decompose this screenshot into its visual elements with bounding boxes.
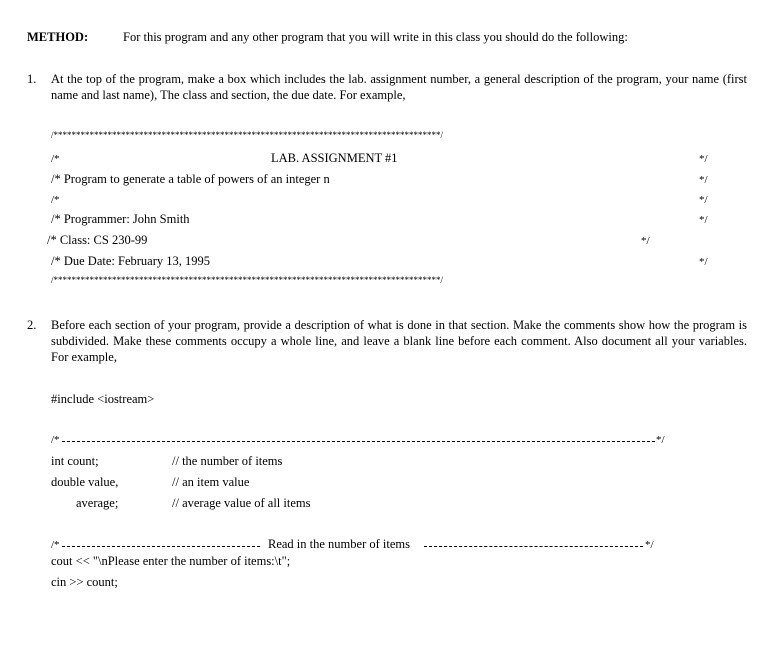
box-open-3: /* [51, 194, 60, 206]
box-close-2: */ [699, 174, 708, 186]
item1-text: At the top of the program, make a box which includes the lab. assignment number, a general description of the program, your name (first name and last name), The class and section, the due date. For example, [51, 72, 747, 102]
code-cin: cin >> count; [51, 575, 118, 589]
var-comment-count: // the number of items [172, 454, 283, 468]
method-text: For this program and any other program that you will write in this class you should do the following: [123, 30, 628, 44]
var-decl-count: int count; [51, 454, 99, 468]
var-decl-average: average; [76, 496, 119, 510]
box-open-1: /* [51, 153, 60, 165]
box-class: /* Class: CS 230-99 [47, 233, 148, 247]
section-comment-open: /* [51, 539, 60, 551]
divider-close: */ [656, 434, 665, 446]
section-comment-text: Read in the number of items [268, 537, 410, 551]
item2-text: Before each section of your program, provide a description of what is done in that section. Make the comments show how the program is subdivided. Make these comments occupy a whole line, and leave a blank line before each comment. Also document all your variables. For example, [51, 318, 747, 364]
section-comment-close: */ [645, 539, 654, 551]
box-close-1: */ [699, 153, 708, 165]
box-close-4: */ [699, 214, 708, 226]
divider-open: /* [51, 434, 60, 446]
section-comment-rule-left [62, 546, 260, 547]
code-cout: cout << "\nPlease enter the number of items:\t"; [51, 554, 291, 568]
box-title: LAB. ASSIGNMENT #1 [271, 151, 398, 165]
box-bottom-border: /**************************************************************************************/ [51, 275, 444, 285]
item2-number: 2. [27, 318, 37, 332]
item1-number: 1. [27, 72, 37, 86]
box-description: /* Program to generate a table of powers of an integer n [51, 172, 330, 186]
box-close-6: */ [699, 256, 708, 268]
var-comment-value: // an item value [172, 475, 250, 489]
box-close-3: */ [699, 194, 708, 206]
code-include: #include <iostream> [51, 392, 155, 406]
method-label: METHOD: [27, 30, 89, 44]
box-due-date: /* Due Date: February 13, 1995 [51, 254, 210, 268]
var-comment-average: // average value of all items [172, 496, 311, 510]
box-programmer: /* Programmer: John Smith [51, 212, 190, 226]
box-top-border: /**************************************************************************************/ [51, 130, 444, 140]
section-comment-rule-right [424, 546, 643, 547]
divider-rule [62, 441, 655, 442]
var-decl-value: double value, [51, 475, 119, 489]
box-close-5: */ [641, 235, 650, 247]
